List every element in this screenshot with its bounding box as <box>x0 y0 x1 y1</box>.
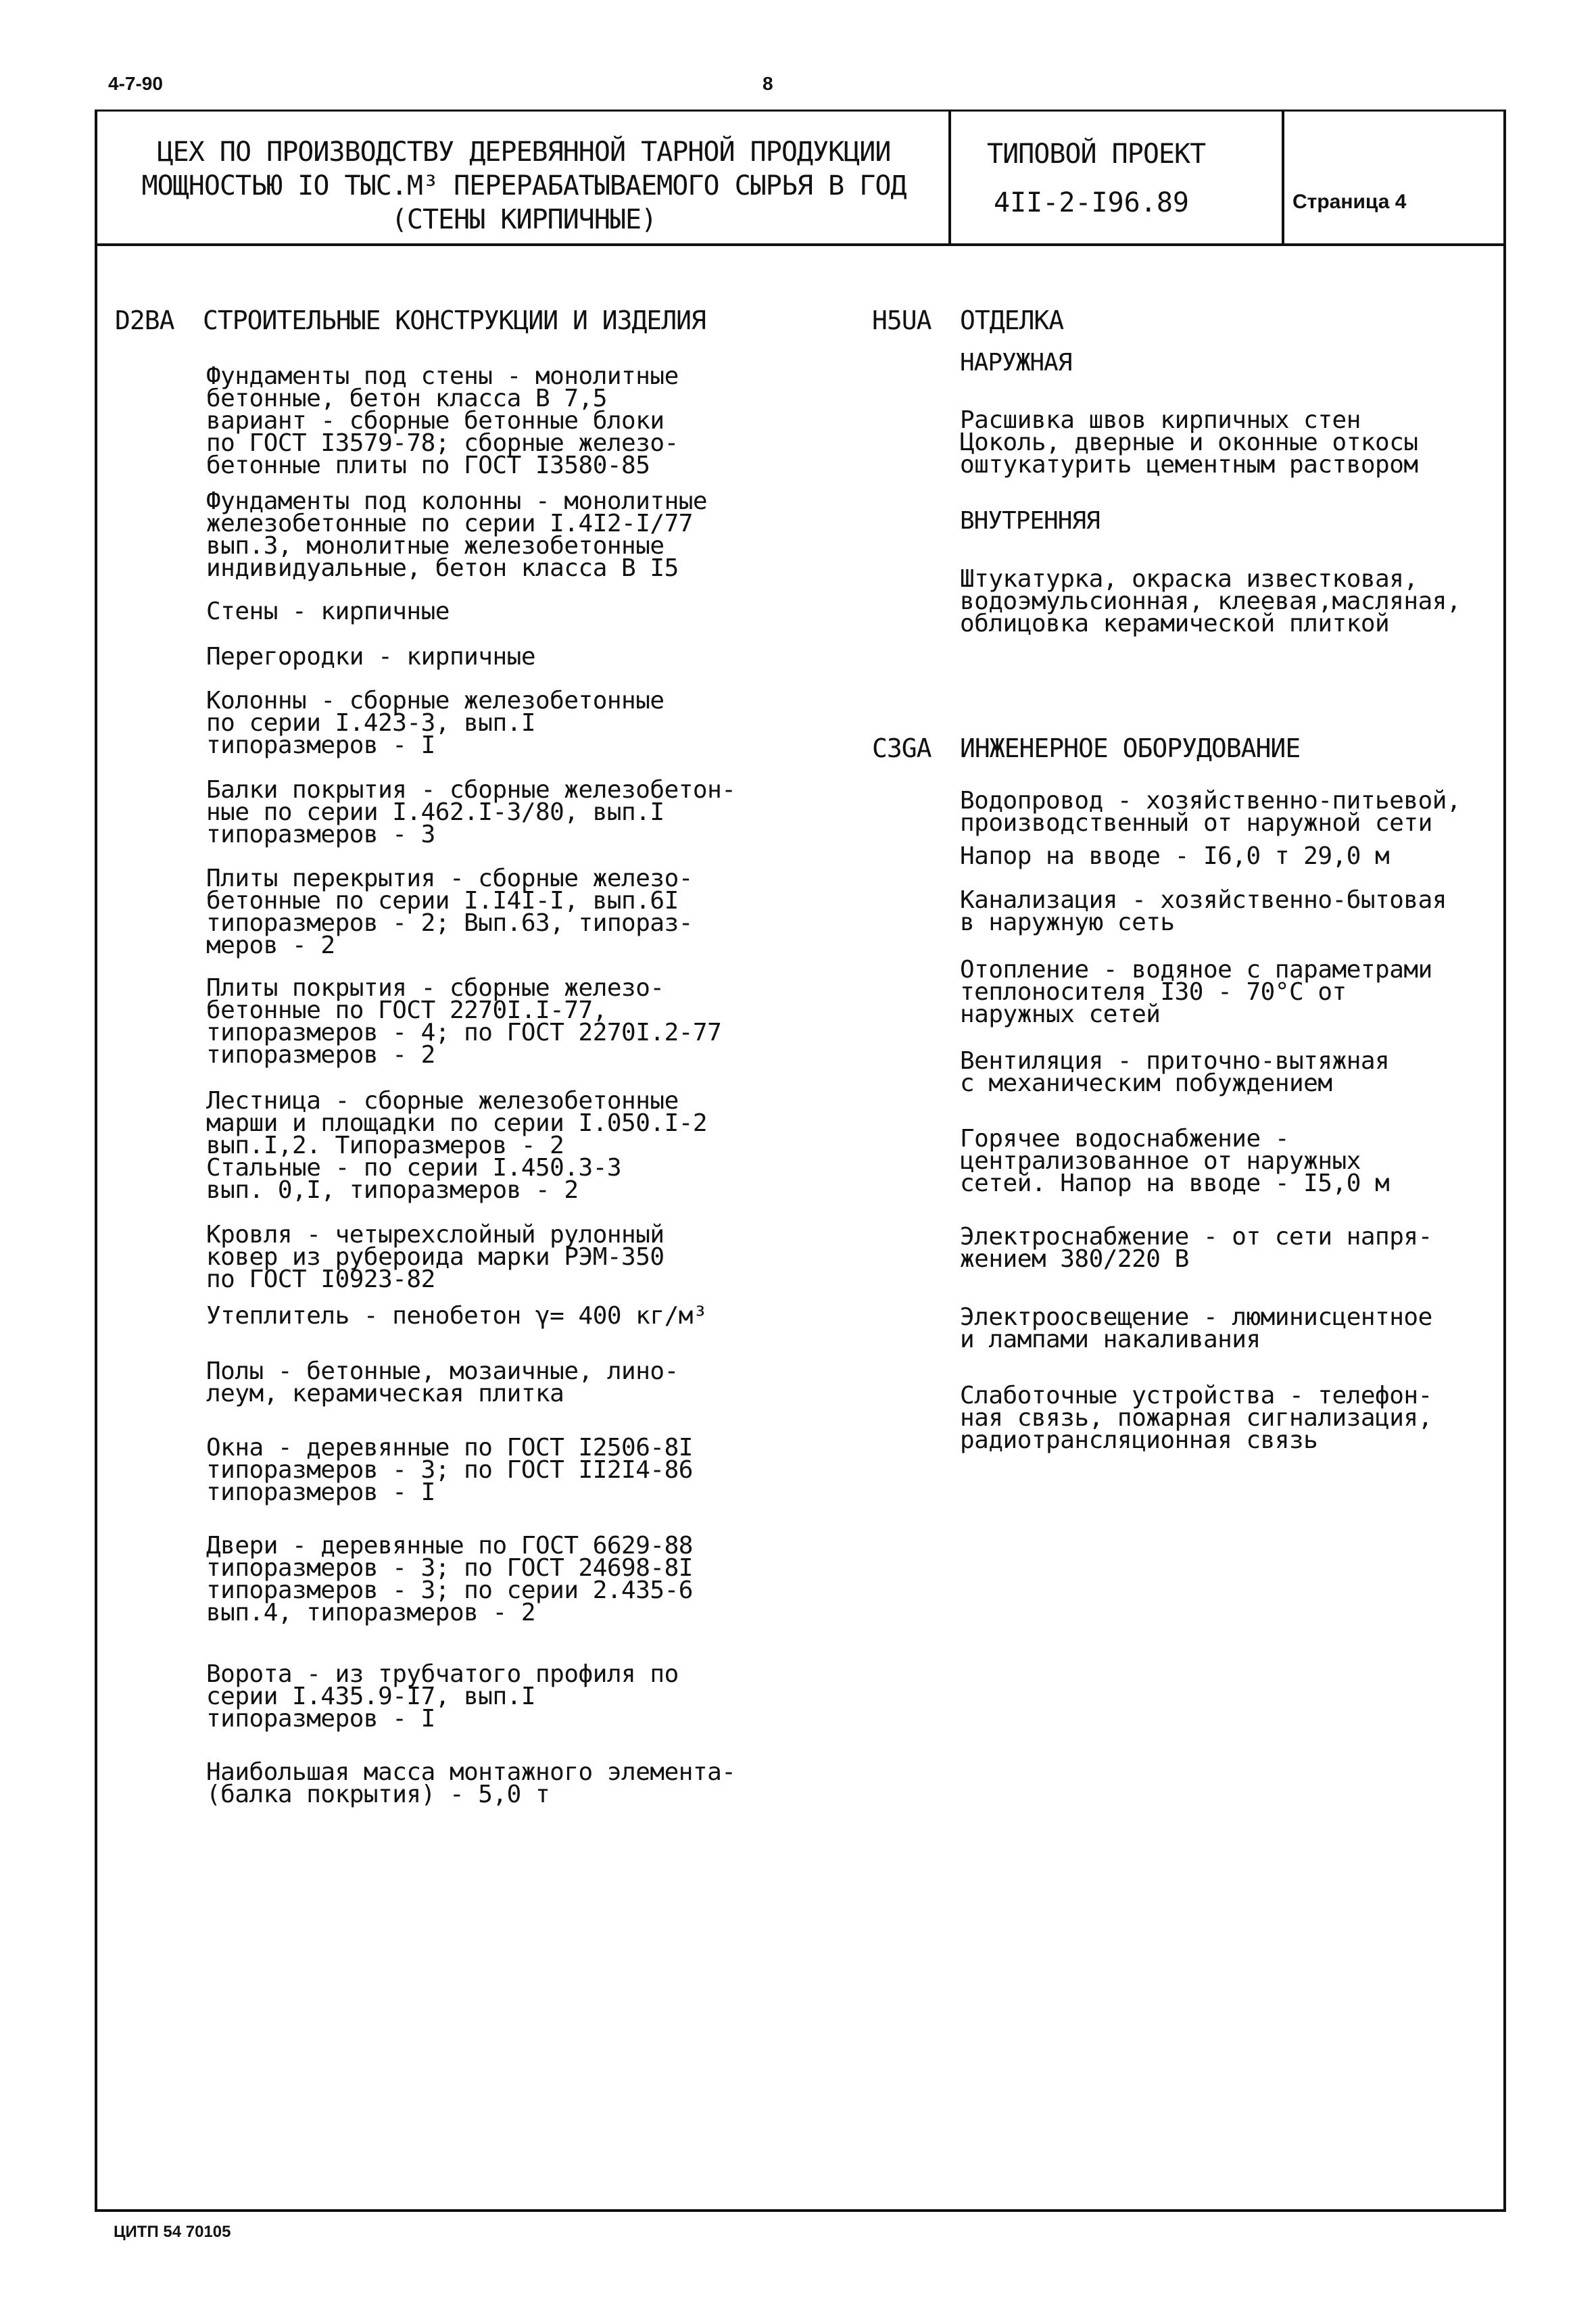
project-number: 4II-2-I96.89 <box>994 187 1189 218</box>
spec-paragraph: Фундаменты под колонны - монолитные железобетонные по серии I.4I2-I/77 вып.3, монолитные железобетонные индивидуальные, бетон класса В I5 <box>206 487 708 582</box>
project-label: ТИПОВОЙ ПРОЕКТ <box>987 139 1206 170</box>
spec-paragraph: Электроосвещение - люминисцентное и лампами накаливания <box>960 1303 1432 1353</box>
spec-paragraph: Полы - бетонные, мозаичные, лино- леум, керамическая плитка <box>206 1357 679 1407</box>
spec-paragraph: Двери - деревянные по ГОСТ 6629-88 типоразмеров - 3; по ГОСТ 24698-8I типоразмеров - 3; по серии 2.435-6 вып.4, типоразмеров - 2 <box>206 1532 693 1626</box>
section-title: ОТДЕЛКА <box>960 306 1064 335</box>
section-code: H5UA <box>872 306 932 335</box>
document-code: 4-7-90 <box>108 73 163 94</box>
header-column-divider <box>948 110 951 245</box>
header-title-line: ЦЕХ ПО ПРОИЗВОДСТВУ ДЕРЕВЯННОЙ ТАРНОЙ ПРОДУКЦИИ <box>157 137 891 168</box>
spec-paragraph: Вентиляция - приточно-вытяжная с механическим побуждением <box>960 1047 1390 1097</box>
spec-paragraph: Перегородки - кирпичные <box>206 643 535 671</box>
section-code: D2BA <box>115 306 174 335</box>
spec-paragraph: Наибольшая масса монтажного элемента- (балка покрытия) - 5,0 т <box>206 1758 736 1808</box>
spec-paragraph: Фундаменты под стены - монолитные бетонные, бетон класса В 7,5 вариант - сборные бетонные блоки по ГОСТ I3579-78; сборные железо- бетонные плиты по ГОСТ I3580-85 <box>206 362 679 479</box>
spec-paragraph: Расшивка швов кирпичных стен Цоколь, дверные и оконные откосы оштукатурить цементным раствором <box>960 406 1418 479</box>
section-code: C3GA <box>872 733 932 763</box>
spec-paragraph: Отопление - водяное с параметрами теплоносителя I30 - 70°C от наружных сетей <box>960 956 1432 1028</box>
spec-paragraph: Колонны - сборные железобетонные по серии I.423-3, вып.I типоразмеров - I <box>206 687 664 759</box>
spec-paragraph: Электроснабжение - от сети напря- жением 380/220 В <box>960 1223 1432 1273</box>
spec-paragraph: Лестница - сборные железобетонные марши и площадки по серии I.050.I-2 вып.I,2. Типоразмеров - 2 Стальные - по серии I.450.3-3 вып. 0,I, типоразмеров - 2 <box>206 1087 708 1204</box>
spec-paragraph: Утеплитель - пенобетон γ= 400 кг/м³ <box>206 1302 708 1330</box>
spec-paragraph: Ворота - из трубчатого профиля по серии I.435.9-I7, вып.I типоразмеров - I <box>206 1660 679 1733</box>
header-divider <box>95 243 1506 246</box>
sheet-number: 8 <box>763 73 773 94</box>
header-title-line: МОЩНОСТЬЮ IO ТЫС.М³ ПЕРЕРАБАТЫВАЕМОГО СЫРЬЯ В ГОД <box>141 170 906 201</box>
spec-paragraph: Плиты покрытия - сборные железо- бетонные по ГОСТ 2270I.I-77, типоразмеров - 4; по ГОСТ 2270I.2-77 типоразмеров - 2 <box>206 974 722 1069</box>
spec-paragraph: Кровля - четырехслойный рулонный ковер из рубероида марки РЭМ-350 по ГОСТ I0923-82 <box>206 1221 664 1293</box>
header-column-divider <box>1282 110 1284 245</box>
header-title <box>135 135 913 237</box>
spec-paragraph: Горячее водоснабжение - централизованное от наружных сетей. Напор на вводе - I5,0 м <box>960 1125 1390 1197</box>
subsection-title: ВНУТРЕННЯЯ <box>960 507 1100 535</box>
spec-paragraph: Канализация - хозяйственно-бытовая в наружную сеть <box>960 886 1447 936</box>
header-title-line: (СТЕНЫ КИРПИЧНЫЕ) <box>391 204 657 235</box>
spec-paragraph: Балки покрытия - сборные железобетон- ные по серии I.462.I-3/80, вып.I типоразмеров - 3 <box>206 776 736 848</box>
spec-paragraph: Слаботочные устройства - телефон- ная связь, пожарная сигнализация, радиотрансляционная связь <box>960 1382 1432 1454</box>
footer-stamp: ЦИТП 54 70105 <box>114 2223 231 2241</box>
page-label: Страница 4 <box>1292 191 1407 213</box>
spec-paragraph: Напор на вводе - I6,0 т 29,0 м <box>960 842 1390 870</box>
spec-paragraph: Водопровод - хозяйственно-питьевой, производственный от наружной сети <box>960 787 1461 837</box>
spec-paragraph: Штукатурка, окраска известковая, водоэмульсионная, клеевая,масляная, облицовка керамической плиткой <box>960 565 1461 637</box>
spec-paragraph: Стены - кирпичные <box>206 598 450 625</box>
section-title: СТРОИТЕЛЬНЫЕ КОНСТРУКЦИИ И ИЗДЕЛИЯ <box>203 306 706 335</box>
spec-paragraph: Плиты перекрытия - сборные железо- бетонные по серии I.I4I-I, вып.6I типоразмеров - 2; Вып.63, типораз- меров - 2 <box>206 865 693 959</box>
subsection-title: НАРУЖНАЯ <box>960 349 1072 377</box>
section-title: ИНЖЕНЕРНОЕ ОБОРУДОВАНИЕ <box>960 733 1301 763</box>
spec-paragraph: Окна - деревянные по ГОСТ I2506-8I типоразмеров - 3; по ГОСТ II2I4-86 типоразмеров - I <box>206 1434 693 1506</box>
